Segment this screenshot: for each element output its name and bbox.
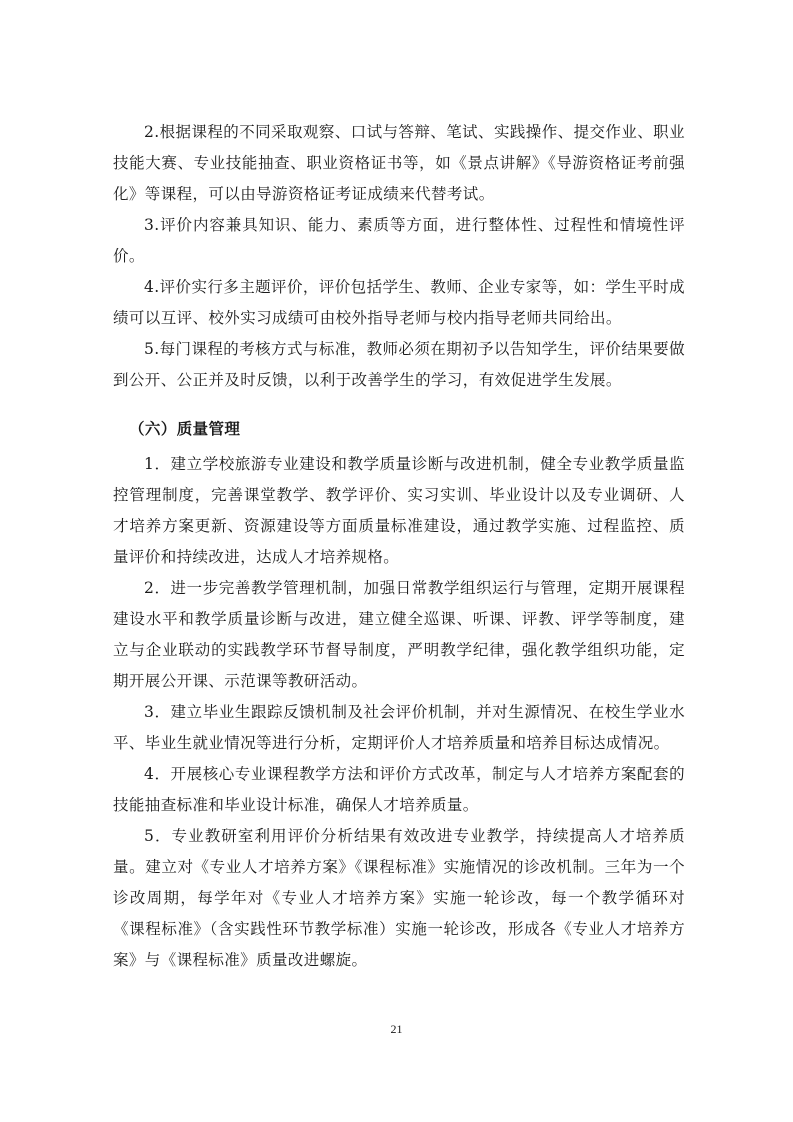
paragraph-quality-1: 1．建立学校旅游专业建设和教学质量诊断与改进机制，健全专业教学质量监控管理制度，完善课堂教学、教学评价、实习实训、毕业设计以及专业调研、人才培养方案更新、资源建设等方面质量标准建设，通过教学实施、过程监控、质量评价和持续改进，达成人才培养规格。 xyxy=(113,455,685,566)
paragraph-quality-3: 3．建立毕业生跟踪反馈机制及社会评价机制，并对生源情况、在校生学业水平、毕业生就业情况等进行分析，定期评价人才培养质量和培养目标达成情况。 xyxy=(113,703,685,752)
paragraph-evaluation-2: 2.根据课程的不同采取观察、口试与答辩、笔试、实践操作、提交作业、职业技能大赛、专业技能抽查、职业资格证书等，如《景点讲解》《导游资格证考前强化》等课程，可以由导游资格证考证成绩来代替考试。 xyxy=(113,123,685,203)
page-content xyxy=(113,117,685,976)
page-number: 21 xyxy=(390,1022,403,1036)
paragraph-quality-2: 2．进一步完善教学管理机制，加强日常教学组织运行与管理，定期开展课程建设水平和教学质量诊断与改进，建立健全巡课、听课、评教、评学等制度，建立与企业联动的实践教学环节督导制度，严明教学纪律，强化教学组织功能，定期开展公开课、示范课等教研活动。 xyxy=(113,579,685,690)
paragraph-evaluation-5: 5.每门课程的考核方式与标准，教师必须在期初予以告知学生，评价结果要做到公开、公正并及时反馈，以利于改善学生的学习，有效促进学生发展。 xyxy=(113,340,685,389)
paragraph-quality-4: 4．开展核心专业课程教学方法和评价方式改革，制定与人才培养方案配套的技能抽查标准和毕业设计标准，确保人才培养质量。 xyxy=(113,765,685,814)
paragraph-evaluation-3: 3.评价内容兼具知识、能力、素质等方面，进行整体性、过程性和情境性评价。 xyxy=(113,216,685,265)
paragraph-evaluation-4: 4.评价实行多主题评价，评价包括学生、教师、企业专家等，如：学生平时成绩可以互评、校外实习成绩可由校外指导老师与校内指导老师共同给出。 xyxy=(113,278,685,327)
section-heading-quality-management: （六）质量管理 xyxy=(129,420,241,438)
paragraph-quality-5: 5．专业教研室利用评价分析结果有效改进专业教学，持续提高人才培养质量。建立对《专业人才培养方案》《课程标准》实施情况的诊改机制。三年为一个诊改周期，每学年对《专业人才培养方案》实施一轮诊改，每一个教学循环对《课程标准》（含实践性环节教学标准）实施一轮诊改，形成各《专业人才培养方案》与《课程标准》质量改进螺旋。 xyxy=(113,827,685,969)
